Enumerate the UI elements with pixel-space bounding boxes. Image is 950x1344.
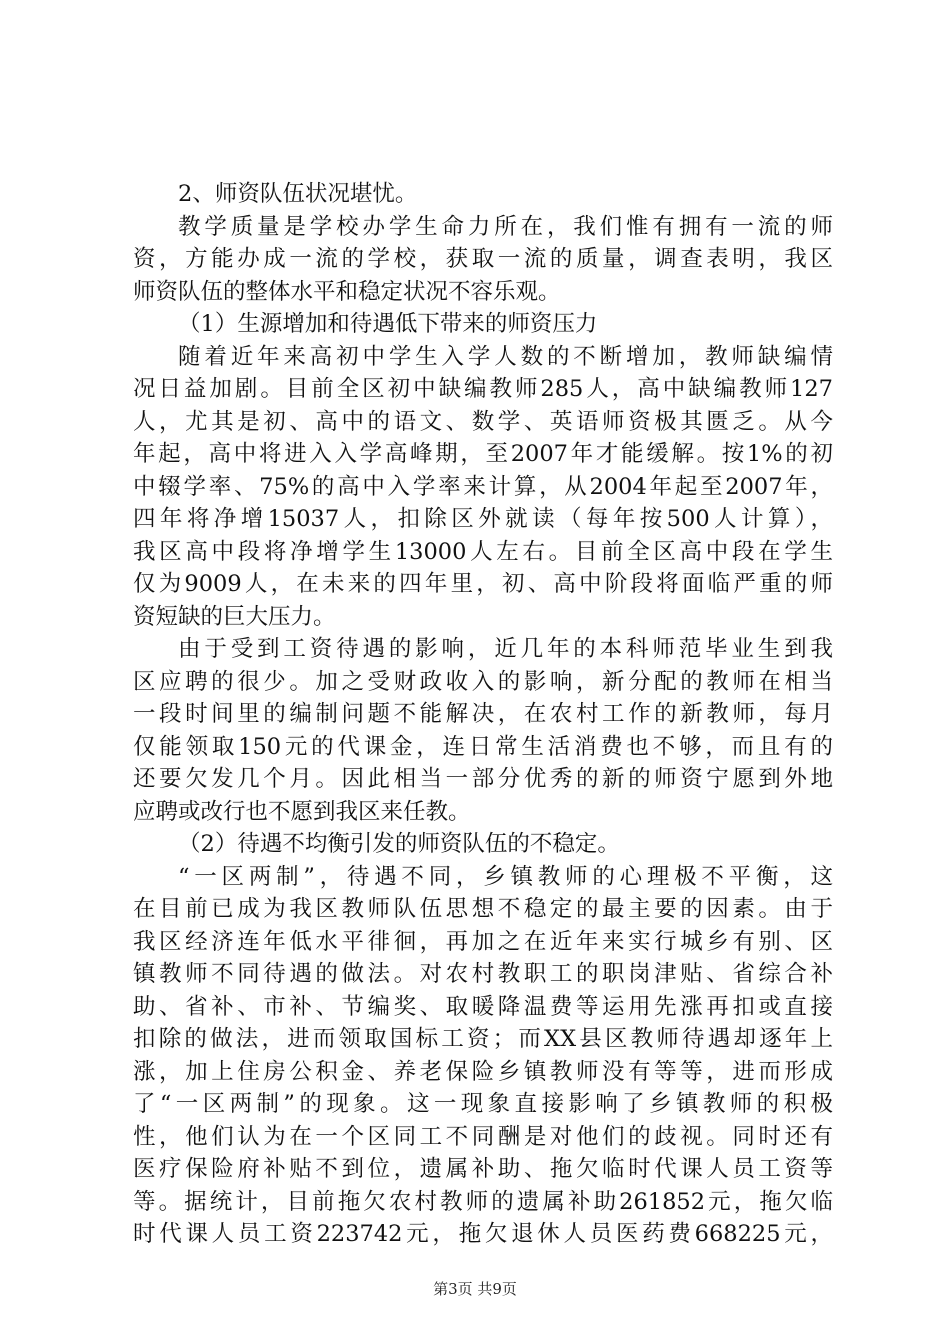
text-line: 资短缺的巨大压力。 [133,603,336,630]
text-line: 随着近年来高初中学生入学人数的不断增加，教师缺编情 [178,343,833,370]
text-line: 中辍学率、75%的高中入学率来计算，从2004年起至2007年， [133,473,833,500]
text-line: 资，方能办成一流的学校，获取一流的质量，调查表明，我区 [133,246,833,272]
page-footer: 第3页 共9页 [433,1280,517,1298]
text-line: 性，他们认为在一个区同工不同酬是对他们的歧视。同时还有 [133,1123,833,1150]
text-line: 扣除的做法，进而领取国标工资；而XX县区教师待遇却逐年上 [133,1026,833,1052]
text-line: 2、师资队伍状况堪忧。 [178,181,418,207]
text-line: 仅能领取150元的代课金，连日常生活消费也不够，而且有的 [133,733,833,760]
text-line: 区应聘的很少。加之受财政收入的影响，新分配的教师在相当 [133,668,833,695]
text-line: 我区经济连年低水平徘徊，再加之在近年来实行城乡有别、区 [133,928,833,955]
text-line: 应聘或改行也不愿到我区来任教。 [133,798,471,825]
text-line: “一区两制”，待遇不同，乡镇教师的心理极不平衡，这 [178,863,833,890]
text-line: 我区高中段将净增学生13000人左右。目前全区高中段在学生 [133,538,833,565]
text-line: 年起，高中将进入入学高峰期，至2007年才能缓解。按1%的初 [133,441,833,467]
text-line: 教学质量是学校办学生命力所在，我们惟有拥有一流的师 [178,213,833,240]
text-line: 一段时间里的编制问题不能解决，在农村工作的新教师，每月 [133,701,833,727]
text-line: 况日益加剧。目前全区初中缺编教师285人，高中缺编教师127 [133,376,833,402]
text-line: （2）待遇不均衡引发的师资队伍的不稳定。 [178,831,620,857]
text-line: 时代课人员工资223742元，拖欠退休人员医药费668225元， [133,1221,833,1247]
text-line: 涨，加上住房公积金、养老保险乡镇教师没有等等，进而形成 [133,1058,833,1085]
text-line: 还要欠发几个月。因此相当一部分优秀的新的师资宁愿到外地 [133,766,833,792]
text-line: 等。据统计，目前拖欠农村教师的遗属补助261852元，拖欠临 [133,1188,833,1215]
text-line: 师资队伍的整体水平和稳定状况不容乐观。 [133,278,561,305]
text-line: （1）生源增加和待遇低下带来的师资压力 [178,311,598,337]
text-line: 医疗保险府补贴不到位，遗属补助、拖欠临时代课人员工资等 [133,1156,833,1182]
text-line: 四年将净增15037人，扣除区外就读（每年按500人计算）， [133,506,833,532]
document-body [133,178,833,1251]
text-line: 仅为9009人，在未来的四年里，初、高中阶段将面临严重的师 [133,571,833,597]
text-line: 由于受到工资待遇的影响，近几年的本科师范毕业生到我 [178,636,833,662]
text-line: 助、省补、市补、节编奖、取暖降温费等运用先涨再扣或直接 [133,993,833,1020]
text-line: 镇教师不同待遇的做法。对农村教职工的职岗津贴、省综合补 [133,961,833,987]
text-line: 人，尤其是初、高中的语文、数学、英语师资极其匮乏。从今 [133,408,833,435]
text-line: 在目前已成为我区教师队伍思想不稳定的最主要的因素。由于 [133,896,833,922]
text-line: 了“一区两制”的现象。这一现象直接影响了乡镇教师的积极 [133,1091,833,1117]
